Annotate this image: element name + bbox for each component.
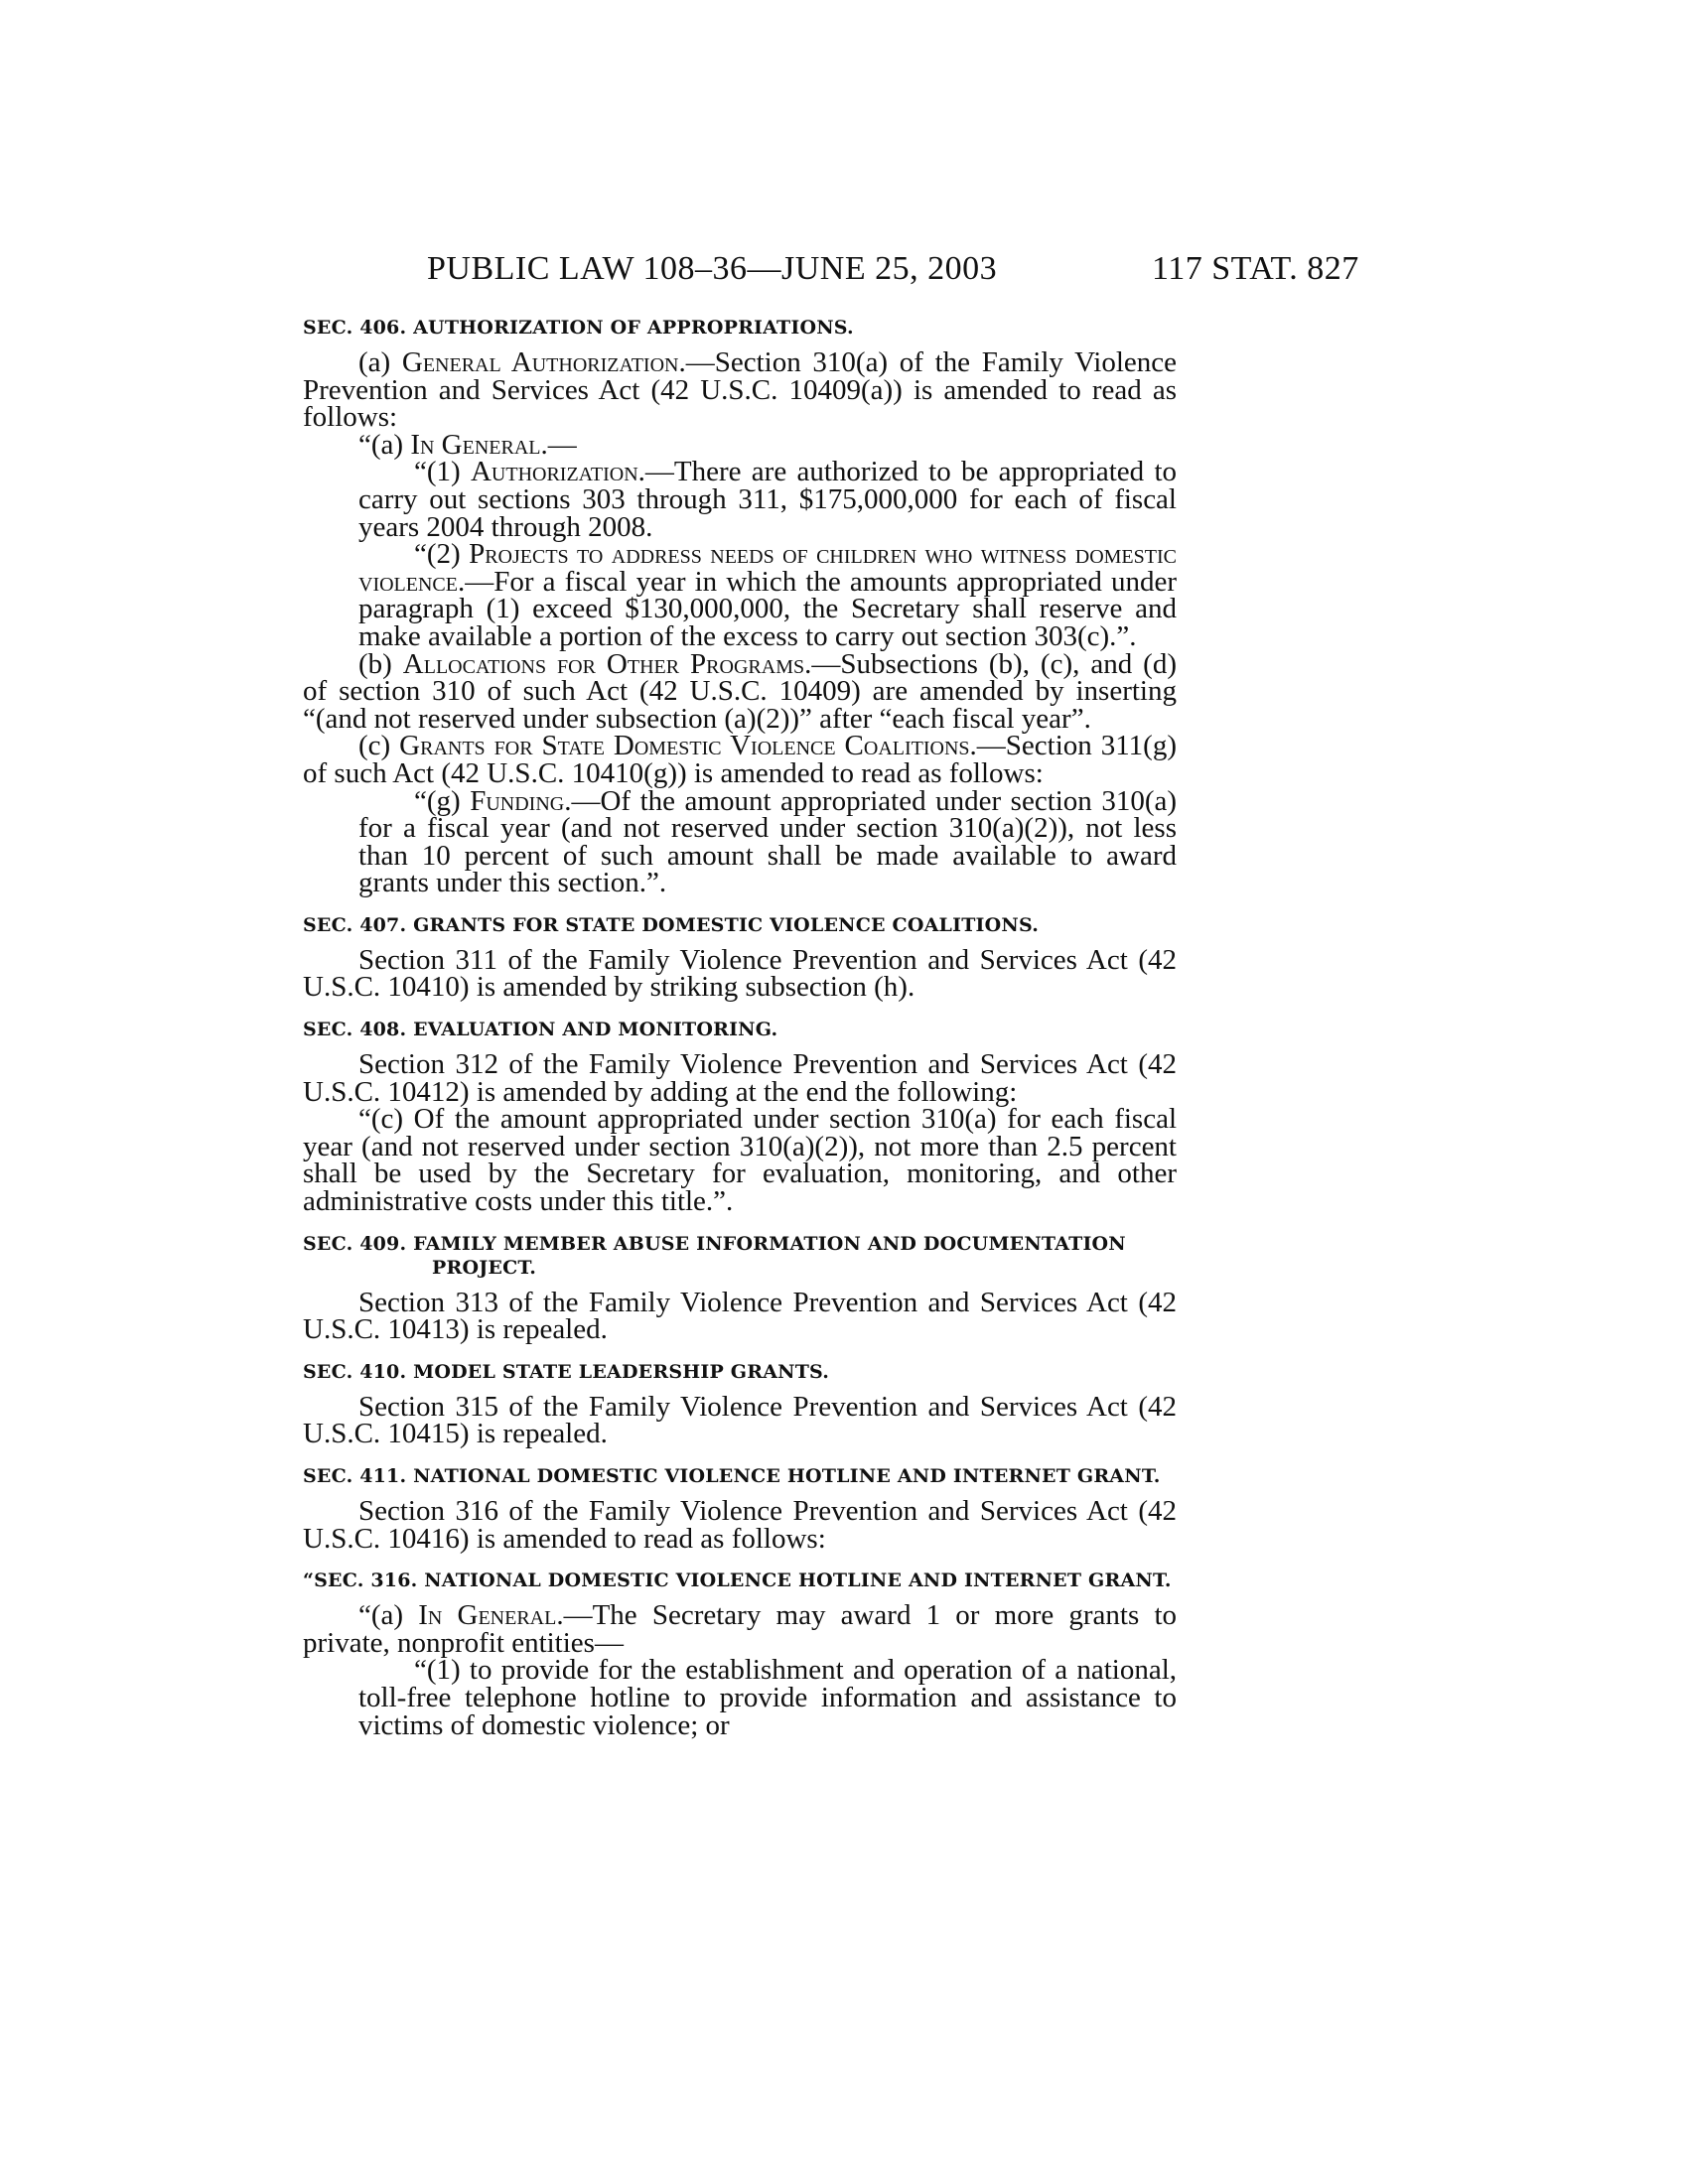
subsection-406-a: (a) General Authorization.—Section 310(a) of the Family Violence Prevention and Services Act (42 U.S.C. 10409(a)) is amended to read as follows: [303,346,1177,434]
page-number: 117 STAT. 827 [1152,250,1359,287]
section-heading-409: SEC. 409. FAMILY MEMBER ABUSE INFORMATION AND DOCUMENTATION PROJECT. [303,1232,1126,1279]
header-title: PUBLIC LAW 108–36—JUNE 25, 2003 [427,250,998,287]
section-408-text: Section 312 of the Family Violence Prevention and Services Act (42 U.S.C. 10412) is amended by adding at the end the following: [303,1048,1177,1108]
running-header [0,250,1688,290]
section-heading-407: SEC. 407. GRANTS FOR STATE DOMESTIC VIOLENCE COALITIONS. [303,913,1040,936]
caption-allocations: Allocations for Other Programs. [402,647,812,680]
section-heading-411: SEC. 411. NATIONAL DOMESTIC VIOLENCE HOTLINE AND INTERNET GRANT. [303,1465,1161,1487]
section-408-quote: “(c) Of the amount appropriated under section 310(a) for each fiscal year (and not reserved under section 310(a)(2)), not more than 2.5 percent shall be used by the Secretary for evaluation, monitoring, and other administrative costs under this title.”. [303,1103,1177,1218]
subsection-406-b: (b) Allocations for Other Programs.—Subsections (b), (c), and (d) of section 310 of such Act (42 U.S.C. 10409) are amended by inserting “(and not reserved under subsection (a)(2))” after “each fiscal year”. [303,647,1177,735]
subsection-406-c: (c) Grants for State Domestic Violence Coalitions.—Section 311(g) of such Act (42 U.S.C. 10410(g)) is amended to read as follows: [303,730,1177,789]
section-407-text: Section 311 of the Family Violence Prevention and Services Act (42 U.S.C. 10410) is amended by striking subsection (h). [303,943,1177,1004]
caption-funding: Funding. [470,784,572,817]
caption-authorization: Authorization. [470,456,645,488]
paragraph-projects-children: “(2) Projects to address needs of children who witness domestic violence.—For a fiscal year in which the amounts appropriated under paragraph (1) exceed $130,000,000, the Secretary shall reserve and make available a portion of the excess to carry out section 303(c).”. [358,538,1177,652]
caption-in-general-316: In General. [418,1599,564,1632]
section-heading-410: SEC. 410. MODEL STATE LEADERSHIP GRANTS. [303,1360,830,1383]
section-409-text: Section 313 of the Family Violence Prevention and Services Act (42 U.S.C. 10413) is repealed. [303,1286,1177,1346]
quoted-subsection-a-in-general: “(a) In General.— [358,428,577,461]
caption-grants-coalitions: Grants for State Domestic Violence Coalitions. [399,730,977,762]
caption-general-authorization: General Authorization. [401,346,686,378]
section-heading-406: SEC. 406. AUTHORIZATION OF APPROPRIATIONS. [303,317,854,339]
section-411-text: Section 316 of the Family Violence Prevention and Services Act (42 U.S.C. 10416) is amended to read as follows: [303,1495,1177,1555]
section-316-paragraph-1: “(1) to provide for the establishment and operation of a national, toll-free telephone hotline to provide information and assistance to victims of domestic violence; or [358,1654,1177,1741]
caption-projects-children: Projects to address needs of children who witness domestic violence. [358,538,1177,598]
section-316-a: “(a) In General.—The Secretary may award 1 or more grants to private, nonprofit entities— [303,1599,1177,1659]
caption-in-general: In General. [410,428,548,461]
document-body [303,316,1177,1739]
paragraph-authorization: “(1) Authorization.—There are authorized to be appropriated to carry out sections 303 through 311, $175,000,000 for each of fiscal years 2004 through 2008. [358,456,1177,543]
quoted-subsection-g-funding: “(g) Funding.—Of the amount appropriated under section 310(a) for a fiscal year (and not reserved under section 310(a)(2)), not less than 10 percent of such amount shall be made available to award grants under this section.”. [358,784,1178,899]
section-410-text: Section 315 of the Family Violence Prevention and Services Act (42 U.S.C. 10415) is repealed. [303,1390,1177,1450]
section-heading-316: “SEC. 316. NATIONAL DOMESTIC VIOLENCE HOTLINE AND INTERNET GRANT. [303,1570,1172,1592]
section-heading-408: SEC. 408. EVALUATION AND MONITORING. [303,1019,778,1041]
